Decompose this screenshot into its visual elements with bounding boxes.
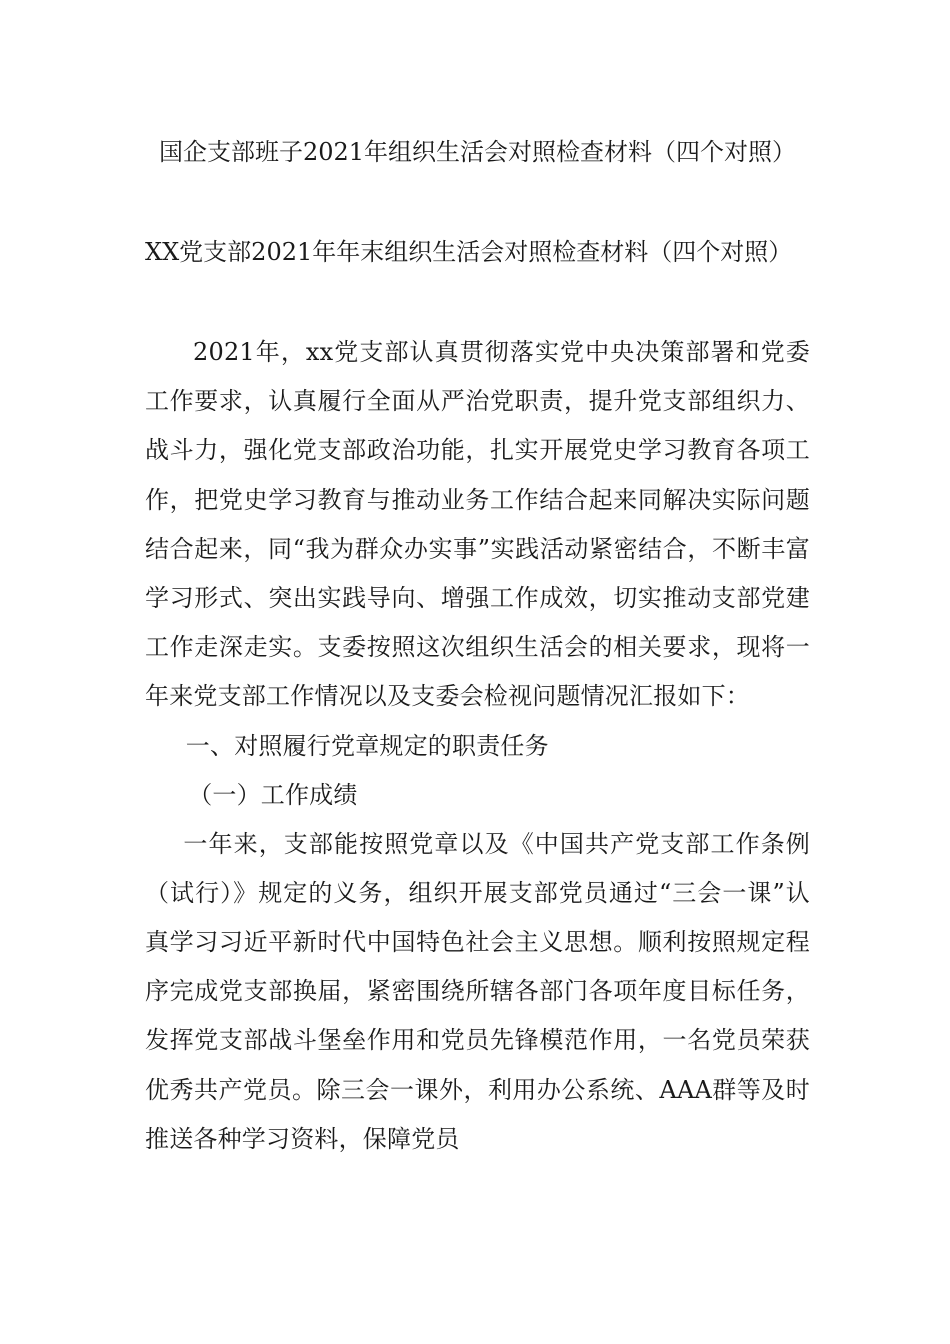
document-subtitle: XX党支部2021年年末组织生活会对照检查材料（四个对照） [145, 238, 793, 266]
document-title: 国企支部班子2021年组织生活会对照检查材料（四个对照） [158, 138, 797, 166]
subsection-heading: （一）工作成绩 [188, 780, 358, 809]
document-body [145, 328, 810, 1164]
paragraph-work-results: 一年来，支部能按照党章以及《中国共产党支部工作条例（试行）》规定的义务，组织开展支部党员通过“三会一课”认真学习习近平新时代中国特色社会主义思想。顺利按照规定程序完成党支部换届，紧密围绕所辖各部门各项年度目标任务，发挥党支部战斗堡垒作用和党员先锋模范作用，一名党员荣获优秀共产党员。除三会一课外，利用办公系统、AAA群等及时推送各种学习资料，保障党员 [145, 829, 810, 1153]
paragraph-intro: 2021年，xx党支部认真贯彻落实党中央决策部署和党委工作要求，认真履行全面从严治党职责，提升党支部组织力、战斗力，强化党支部政治功能，扎实开展党史学习教育各项工作，把党史学习教育与推动业务工作结合起来同解决实际问题结合起来，同“我为群众办实事”实践活动紧密结合，不断丰富学习形式、突出实践导向、增强工作成效，切实推动支部党建工作走深走实。支委按照这次组织生活会的相关要求，现将一年来党支部工作情况以及支委会检视问题情况汇报如下： [145, 338, 810, 711]
section-heading: 一、对照履行党章规定的职责任务 [185, 731, 549, 760]
